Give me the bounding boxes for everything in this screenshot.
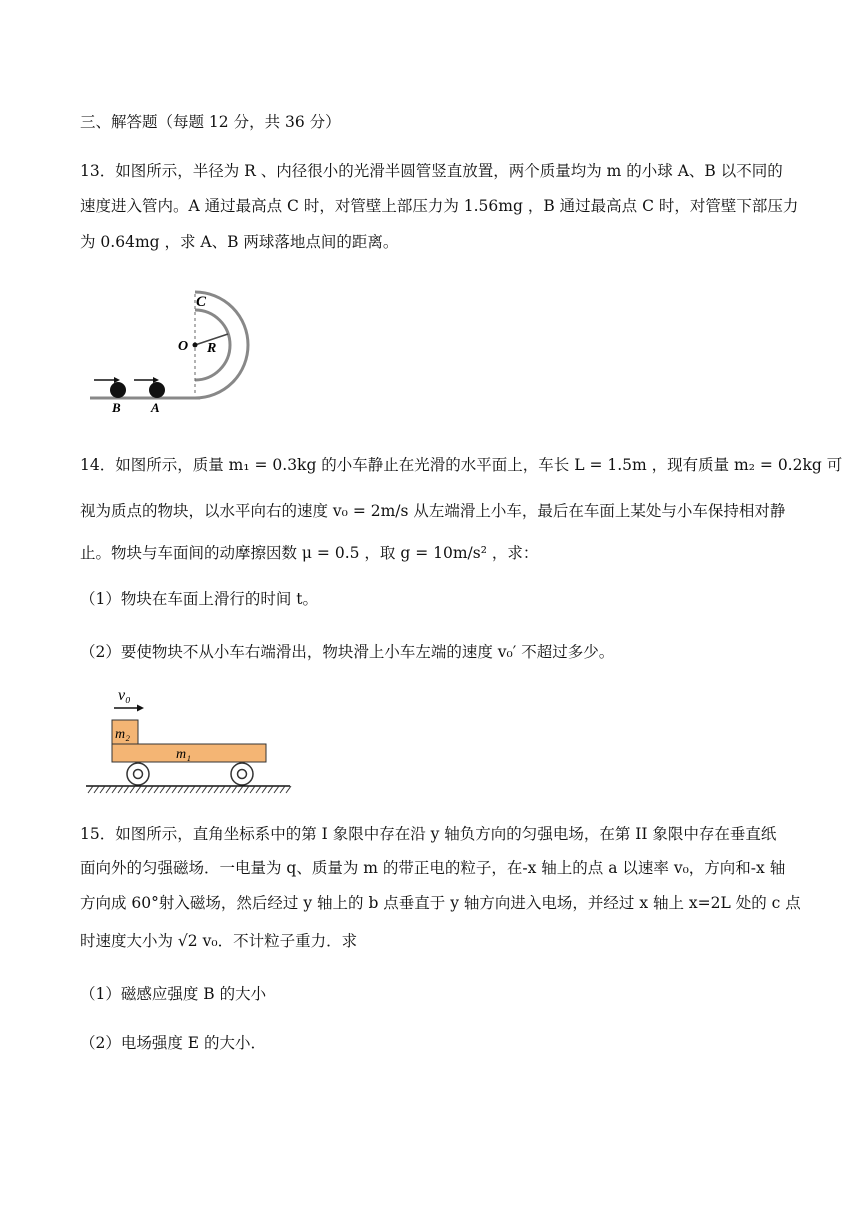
hatch-stroke	[142, 786, 147, 793]
q13-line-1: 13．如图所示，半径为 R 、内径很小的光滑半圆管竖直放置，两个质量均为 m 的小球 A、B 以不同的	[80, 162, 783, 180]
v0-arrow-head	[137, 705, 144, 712]
hatch-stroke	[172, 786, 177, 793]
hatch-stroke	[208, 786, 213, 793]
q15-line-1: 15．如图所示，直角坐标系中的第 I 象限中存在沿 y 轴负方向的匀强电场，在第 II 象限中存在垂直纸	[80, 825, 777, 843]
hatch-stroke	[268, 786, 273, 793]
hatch-stroke	[118, 786, 123, 793]
label-o: O	[178, 339, 189, 354]
hatch-stroke	[154, 786, 159, 793]
hatch-stroke	[88, 786, 93, 793]
q14-sub-question-1: （1）物块在车面上滑行的时间 t。	[80, 590, 319, 608]
hatch-stroke	[112, 786, 117, 793]
label-c: C	[196, 294, 207, 310]
hatch-stroke	[166, 786, 171, 793]
q13-figure-semicircle-tube	[80, 282, 270, 422]
hatch-stroke	[148, 786, 153, 793]
label-b: B	[112, 400, 121, 415]
label-m2: m₂	[115, 727, 130, 742]
hatch-stroke	[220, 786, 225, 793]
hatch-stroke	[238, 786, 243, 793]
left-wheel-hub	[134, 770, 143, 779]
hatch-stroke	[160, 786, 165, 793]
ball-b	[110, 382, 126, 398]
q15-sub-question-2: （2）电场强度 E 的大小．	[80, 1034, 267, 1052]
hatch-stroke	[286, 786, 291, 793]
q14-line-1: 14．如图所示，质量 m₁ = 0.3kg 的小车静止在光滑的水平面上，车长 L = 1.5m ，现有质量 m₂ = 0.2kg 可	[80, 456, 843, 474]
ground-hatching	[88, 786, 291, 793]
q13-line-2: 速度进入管内。A 通过最高点 C 时，对管壁上部压力为 1.56mg ，B 通过最高点 C 时，对管壁下部压力	[80, 197, 799, 215]
q14-line-3: 止。物块与车面间的动摩擦因数 μ = 0.5 ，取 g = 10m/s² ，求：	[80, 544, 539, 562]
hatch-stroke	[94, 786, 99, 793]
q15-line-3: 方向成 60°射入磁场，然后经过 y 轴上的 b 点垂直于 y 轴方向进入电场，并经过 x 轴上 x=2L 处的 c 点	[80, 894, 801, 912]
label-a: A	[151, 400, 160, 415]
label-m1: m₁	[176, 747, 191, 762]
label-r: R	[207, 341, 217, 356]
hatch-stroke	[100, 786, 105, 793]
center-point	[193, 343, 198, 348]
hatch-stroke	[106, 786, 111, 793]
q15-line-4: 时速度大小为 √2 v₀．不计粒子重力．求	[80, 932, 358, 950]
q14-line-2: 视为质点的物块，以水平向右的速度 v₀ = 2m/s 从左端滑上小车，最后在车面上某处与小车保持相对静	[80, 502, 786, 520]
hatch-stroke	[124, 786, 129, 793]
hatch-stroke	[274, 786, 279, 793]
right-wheel-hub	[238, 770, 247, 779]
ball-a	[149, 382, 165, 398]
hatch-stroke	[214, 786, 219, 793]
hatch-stroke	[244, 786, 249, 793]
hatch-stroke	[280, 786, 285, 793]
q14-sub-question-2: （2）要使物块不从小车右端滑出，物块滑上小车左端的速度 v₀′ 不超过多少。	[80, 643, 615, 661]
q15-sub-question-1: （1）磁感应强度 B 的大小	[80, 985, 267, 1003]
hatch-stroke	[190, 786, 195, 793]
q13-line-3: 为 0.64mg ，求 A、B 两球落地点间的距离。	[80, 233, 399, 251]
q14-figure-cart	[80, 682, 300, 800]
label-v0: v₀	[118, 687, 131, 704]
hatch-stroke	[136, 786, 141, 793]
section-header: 三、解答题（每题 12 分，共 36 分）	[80, 113, 341, 131]
hatch-stroke	[202, 786, 207, 793]
hatch-stroke	[178, 786, 183, 793]
hatch-stroke	[250, 786, 255, 793]
hatch-stroke	[196, 786, 201, 793]
hatch-stroke	[262, 786, 267, 793]
hatch-stroke	[130, 786, 135, 793]
hatch-stroke	[232, 786, 237, 793]
hatch-stroke	[184, 786, 189, 793]
hatch-stroke	[256, 786, 261, 793]
q15-line-2: 面向外的匀强磁场．一电量为 q、质量为 m 的带正电的粒子，在-x 轴上的点 a 以速率 v₀，方向和-x 轴	[80, 859, 786, 877]
hatch-stroke	[226, 786, 231, 793]
